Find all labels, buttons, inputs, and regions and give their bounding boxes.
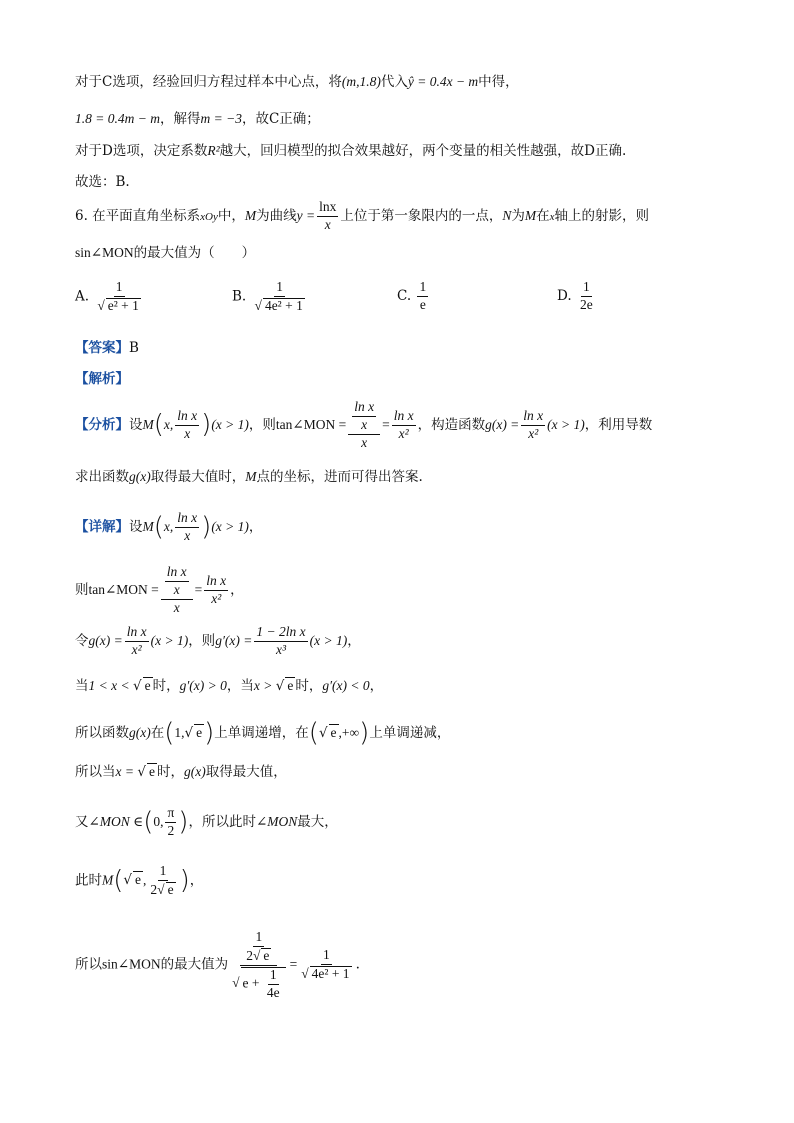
answer-line xyxy=(75,340,139,356)
option-c xyxy=(397,280,430,313)
analysis-heading xyxy=(75,371,129,387)
math-n: N xyxy=(502,207,512,223)
detail-line-tan: 则tan∠MON = $\frac{\frac{\text{ln x}}{x}}{x}$ = $\frac{\text{ln x}}{\text{x²}}$ ， xyxy=(75,564,244,615)
question-6-stem-cont xyxy=(75,245,255,261)
detail-line-angle: 又∠MON ∈(0, $\frac{\pi}{2}$ )，所以此时∠MON最大， xyxy=(75,805,338,838)
math-y: y = xyxy=(296,207,316,223)
detail-line-point: 此时M(√ e , $\frac{1}{2√ e}$ )， xyxy=(75,864,203,898)
text: ，故C正确； xyxy=(241,111,320,127)
math-r-squared: R² xyxy=(207,143,220,158)
option-d-fraction: $\frac{1}{2e}$ xyxy=(579,279,593,312)
result-compound-fraction: $\frac{1}{2√ e}$ √ e + $\frac{1}{4e}$ xyxy=(230,930,288,1000)
option-label: A. xyxy=(75,288,90,305)
text: ，解得 xyxy=(159,111,201,127)
text: 代入 xyxy=(380,74,408,90)
option-label: D. xyxy=(557,287,572,304)
text: 轴上的射影，则 xyxy=(554,207,650,224)
text-line-solve-m xyxy=(75,111,320,127)
text: 中得， xyxy=(478,74,519,90)
math-regression-equation: ŷ = 0.4x − m xyxy=(407,74,479,89)
option-b xyxy=(232,280,309,314)
text: 的最大值为（ ） xyxy=(133,245,256,261)
analysis-sub-tag: 【分析】 xyxy=(75,416,129,433)
text: 设 xyxy=(129,416,143,433)
analysis-line-2: 求出函数g(x)取得最大值时，M点的坐标，进而可得出答案. xyxy=(75,469,423,485)
math-x: x xyxy=(549,210,555,223)
detail-line-1: 【详解】设M(x, $\frac{\text{ln x}}{x}$ )(x > 1)， xyxy=(75,510,263,543)
text: 在 xyxy=(536,207,550,224)
detail-tag: 【详解】 xyxy=(75,518,129,535)
option-b-fraction: 1 √ 4e² + 1 xyxy=(253,280,307,314)
option-c-fraction: $\frac{1}{e}$ xyxy=(419,279,427,312)
text: 故选：B. xyxy=(75,174,130,190)
text-line-d-option xyxy=(75,143,626,159)
detail-line-derivative: 令g(x) = $\frac{\text{ln x}}{\text{x²}}$ (x > 1)，则g′(x) = $\frac{\text{1 − 2ln x}}{\text{x³}}$ (x > 1)， xyxy=(75,624,361,657)
math-tan-mon: tan∠MON = xyxy=(275,416,347,432)
text: 越大，回归模型的拟合效果越好，两个变量的相关性越强，故D正确. xyxy=(219,143,627,159)
option-label: B. xyxy=(232,288,247,305)
math-point: (m,1.8) xyxy=(341,74,381,89)
math-m: M xyxy=(524,207,537,223)
compound-fraction: $\frac{\frac{\text{ln x}}{x}}{x}$ xyxy=(348,400,380,451)
detail-line-monotonic: 所以函数g(x)在(1,√ e)上单调递增，在(√ e ,+∞)上单调递减， xyxy=(75,718,450,749)
text: 中， xyxy=(217,207,245,224)
text: 对于C选项，经验回归方程过样本中心点，将 xyxy=(75,74,342,90)
detail-line-sign: 当1 < x < √ e 时，g′(x) > 0，当x > √ e 时，g′(x) < 0， xyxy=(75,677,383,694)
option-a xyxy=(75,280,145,314)
text-line-c-option xyxy=(75,74,519,90)
math-solution: m = −3 xyxy=(200,111,242,126)
option-d xyxy=(557,280,597,313)
option-a-fraction: 1 √ e² + 1 xyxy=(95,280,143,314)
answer-value: B xyxy=(129,340,139,356)
text: 对于D选项，决定系数 xyxy=(75,143,208,159)
text: 上位于第一象限内的一点， xyxy=(340,207,503,224)
math-sin-mon: sin∠MON xyxy=(75,245,134,260)
fraction-lnx-over-x: $\frac{\ln x}{x}$ xyxy=(319,199,337,232)
text: 6. 在平面直角坐标系 xyxy=(75,207,201,224)
math-equation: 1.8 = 0.4m − m xyxy=(75,111,160,126)
detail-line-max: 所以当x = √ e 时，g(x)取得最大值， xyxy=(75,763,287,780)
detail-line-result: 所以sin∠MON的最大值为 $\frac{1}{2√ e}$ √ e + $\frac{1}{4e}$ = 1 √ 4e² + 1 . xyxy=(75,930,360,1000)
option-label: C. xyxy=(397,287,412,304)
text: 为 xyxy=(511,207,525,224)
analysis-tag: 【解析】 xyxy=(75,371,129,387)
answer-tag: 【答案】 xyxy=(75,340,129,356)
text: 为曲线 xyxy=(256,207,297,224)
question-6-stem xyxy=(75,200,649,233)
analysis-line: 【分析】设M(x, $\frac{\text{ln x}}{x}$ )(x > 1)，则tan∠MON = $\frac{\frac{\text{ln x}}{x}}{x}$ = $\frac{\text{ln x}}{\text{x²}}$ ，构造函数g(x) = $\frac{\text{ln x}}{\text{x²}}$ (x > 1)，利用导数 xyxy=(75,399,653,450)
math-m: M xyxy=(244,207,257,223)
math-xoy: xOy xyxy=(200,210,218,223)
text-line-choice xyxy=(75,174,130,190)
